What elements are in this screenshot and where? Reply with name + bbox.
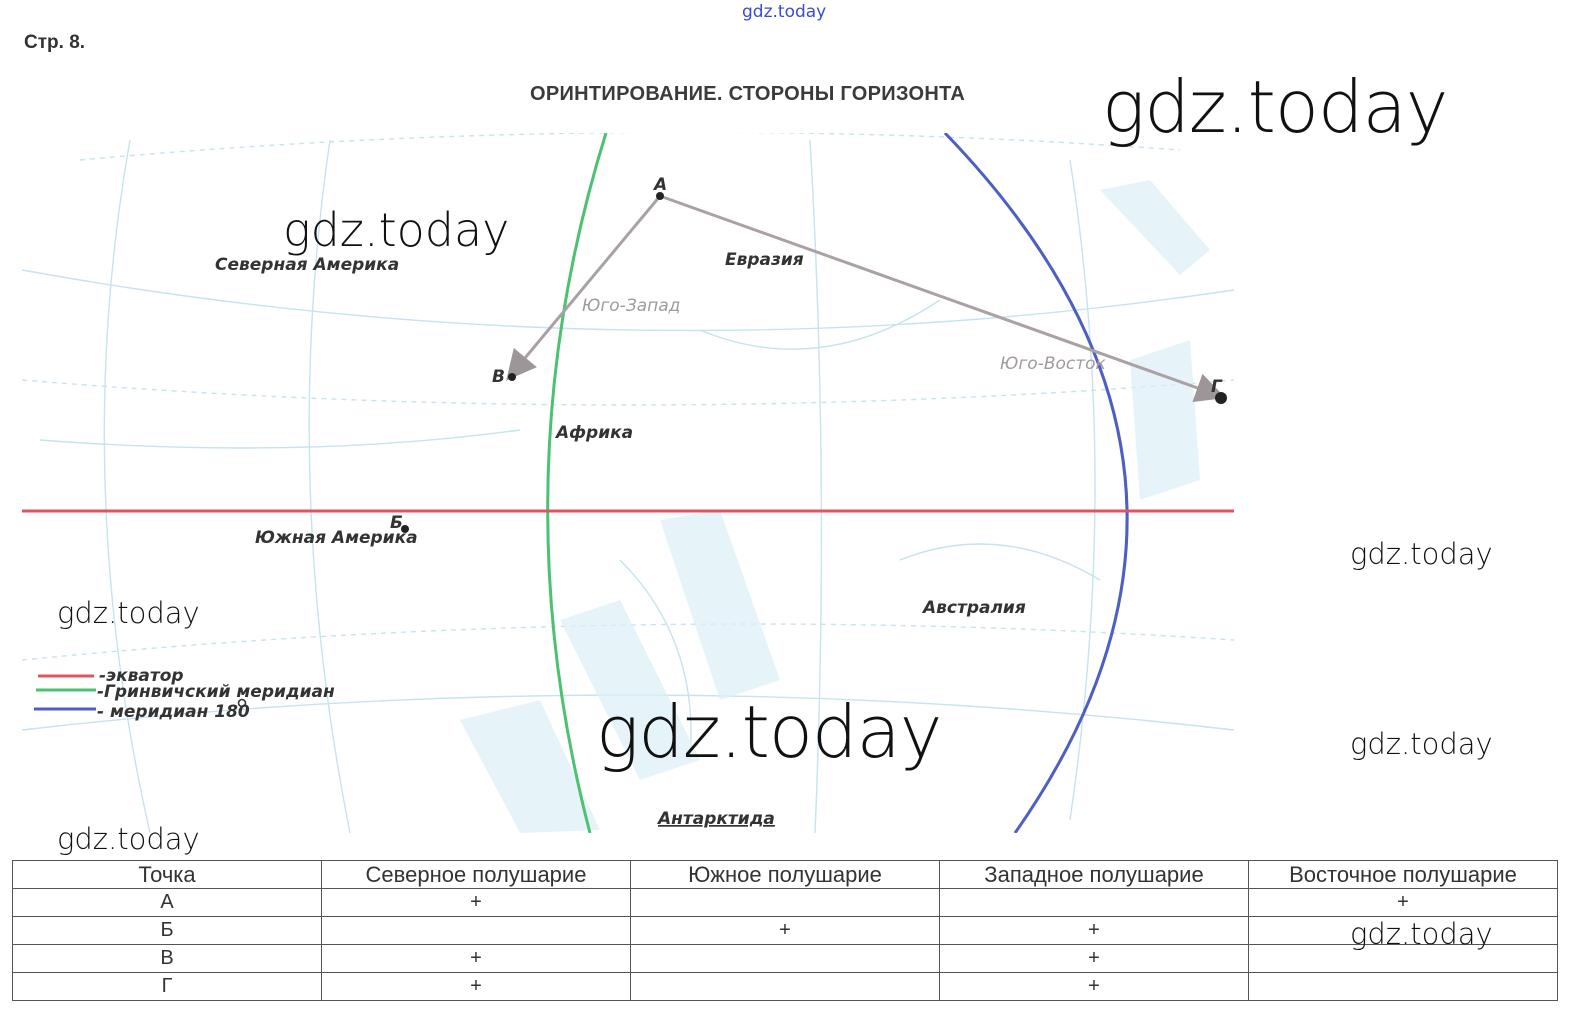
table-cell: +	[322, 889, 631, 917]
table-row	[13, 945, 1558, 973]
watermark-top: gdz.today	[742, 2, 827, 22]
table-cell	[940, 889, 1249, 917]
watermark-map-upper: gdz.today	[283, 203, 510, 257]
page-label: Стр. 8.	[24, 32, 86, 53]
watermark-right-1: gdz.today	[1350, 537, 1493, 571]
table-cell: А	[13, 889, 322, 917]
watermark-table: gdz.today	[1350, 917, 1493, 951]
header-eastern: Восточное полушарие	[1249, 861, 1558, 889]
continent-africa: Африка	[556, 423, 634, 443]
table-cell: +	[322, 945, 631, 973]
table-cell: +	[322, 973, 631, 1001]
header-western: Западное полушарие	[940, 861, 1249, 889]
header-point: Точка	[13, 861, 322, 889]
legend-180-label: - меридиан 180	[97, 702, 250, 722]
point-b-label: Б	[390, 513, 403, 533]
continent-north-america: Северная Америка	[215, 255, 400, 275]
point-v-marker	[508, 373, 516, 381]
continent-australia: Австралия	[923, 598, 1026, 618]
table-cell	[1249, 973, 1558, 1001]
page-title: ОРИНТИРОВАНИЕ. СТОРОНЫ ГОРИЗОНТА	[530, 83, 966, 105]
table-cell: +	[940, 917, 1249, 945]
table-cell: +	[940, 973, 1249, 1001]
table-row	[13, 917, 1558, 945]
direction-southwest: Юго-Запад	[582, 296, 681, 316]
table-cell	[631, 973, 940, 1001]
direction-southeast: Юго-Восток	[1000, 354, 1106, 374]
table-header-row	[13, 861, 1558, 889]
point-a-label: А	[654, 175, 668, 195]
table-cell: +	[631, 917, 940, 945]
table-row	[13, 889, 1558, 917]
legend-greenwich-label: -Гринвичский меридиан	[97, 682, 335, 702]
map-legend	[34, 666, 335, 722]
continent-south-america: Южная Америка	[255, 528, 418, 548]
header-southern: Южное полушарие	[631, 861, 940, 889]
arrow-southwest	[510, 196, 660, 376]
table-cell	[631, 945, 940, 973]
table-cell: Г	[13, 973, 322, 1001]
point-g-label: Г	[1211, 377, 1222, 397]
watermark-left-2: gdz.today	[57, 822, 200, 856]
continent-eurasia: Евразия	[725, 250, 804, 270]
watermark-left-1: gdz.today	[57, 596, 200, 630]
legend-equator-label: -экватор	[99, 666, 184, 686]
table-row	[13, 973, 1558, 1001]
table-cell	[631, 889, 940, 917]
header-northern: Северное полушарие	[322, 861, 631, 889]
point-v-label: В	[492, 367, 505, 387]
meridian-180	[945, 133, 1127, 833]
table-cell: +	[1249, 889, 1558, 917]
continent-antarctica: Антарктида	[658, 809, 775, 829]
hemisphere-table	[12, 860, 1558, 1001]
watermark-large-center: gdz.today	[596, 690, 942, 774]
table-cell: +	[940, 945, 1249, 973]
watermark-large-top-right: gdz.today	[1102, 65, 1448, 149]
watermark-right-2: gdz.today	[1350, 727, 1493, 761]
table-cell: В	[13, 945, 322, 973]
table-cell: Б	[13, 917, 322, 945]
table-cell	[322, 917, 631, 945]
